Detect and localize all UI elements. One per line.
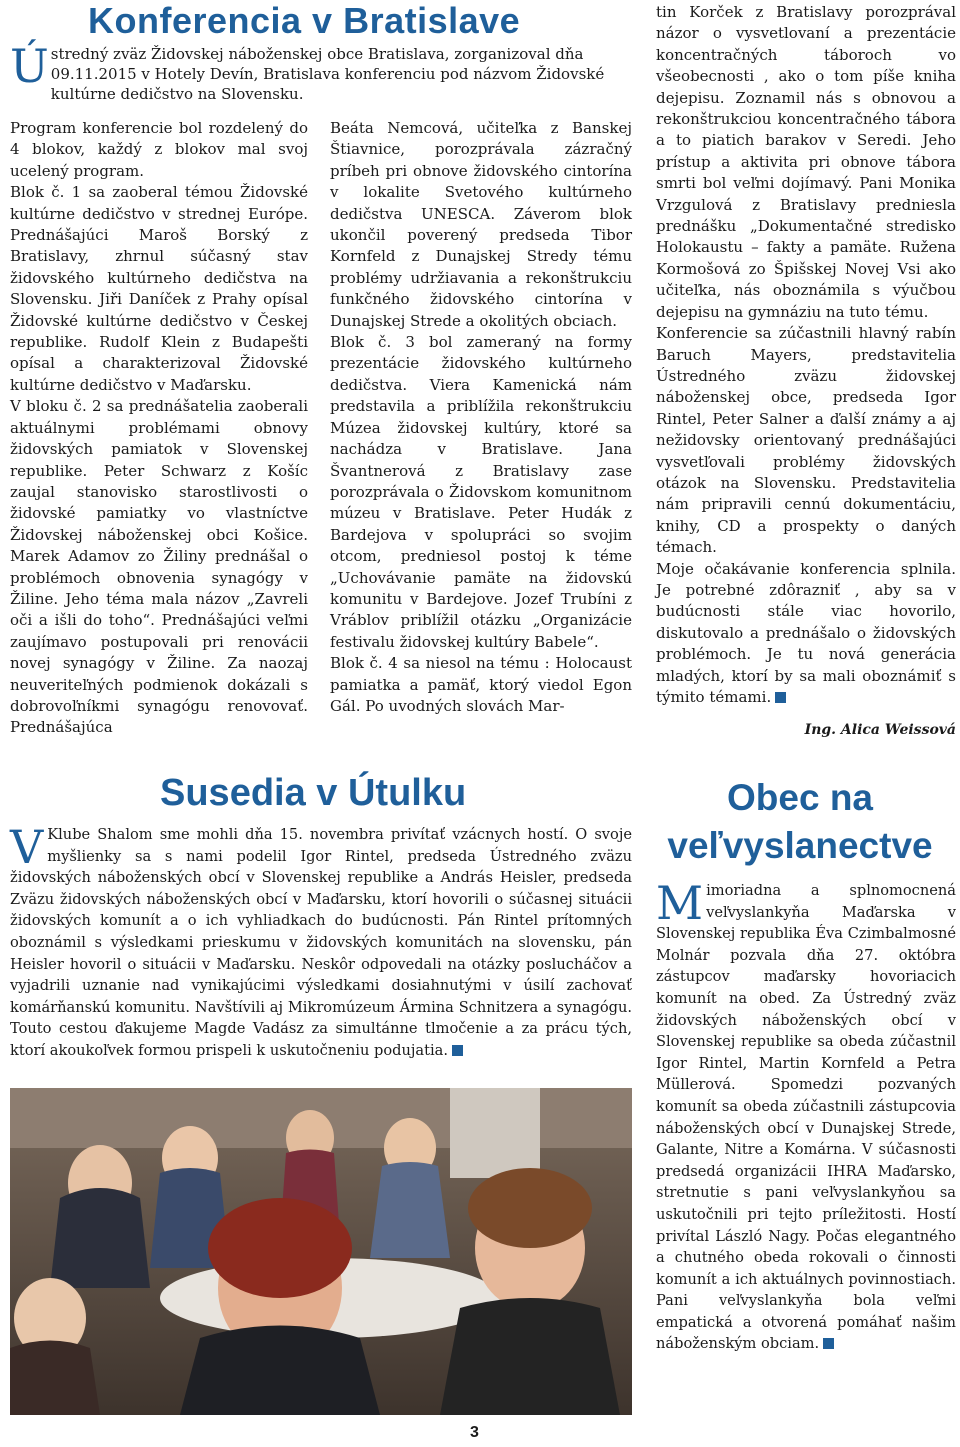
article-column-3 bbox=[656, 2, 956, 742]
article-column-2 bbox=[330, 118, 632, 717]
end-mark-icon bbox=[823, 1338, 834, 1349]
article-title-konferencia: Konferencia v Bratislave bbox=[88, 0, 521, 41]
body-text: Klube Shalom sme mohli dňa 15. novembra privítať vzácnych hostí. O svoje myšlienky sa s nami podelil Igor Rintel, predseda Ústredného zväzu židovských náboženských obcí v Slovenskej republike a András Heisler, predseda Zväzu židovských náboženských obcí v Maďarsku, ktorí hovorili o súčasnej situácii židovských komunít a o ich vyhliadkach do budúcnosti. Pán Rintel prítomných oboznámil s výsledkami prieskumu v židovských komunitách na slovensku, pán Heisler hovoril o situácii v Maďarsku. Neskôr odpovedali na otázky poslucháčov a vyjadrili uznanie nad vynikajúcimi výsledkami dosiahnutými v úsilí zachovať komárňanskú komunitu. Navštívili aj Mikromúzeum Ármina Schnitzera a synagógu. Touto cestou ďakujeme Magde Vadász za simultánne tlmočenie a za prácu tých, ktorí akoukoľvek formou prispeli k uskutočneniu podujatia. bbox=[10, 826, 632, 1059]
photo-illustration bbox=[10, 1088, 632, 1415]
title-line: veľvyslanectve bbox=[667, 825, 933, 866]
dropcap: M bbox=[656, 876, 704, 930]
lede-text: stredný zväz Židovskej náboženskej obce Bratislava, zorganizoval dňa 09.11.2015 v Hotely Devín, Bratislava konferenciu pod názvom Židovské kultúrne dedičstvo na Slovensku. bbox=[50, 45, 605, 103]
paragraph: Program konferencie bol rozdelený do 4 blokov, každý z blokov mal svoj ucelený program. bbox=[10, 119, 308, 180]
article-title-obec bbox=[640, 774, 960, 870]
body-text: imoriadna a splnomocnená veľvyslankyňa Maďarska v Slovenskej republika Éva Czimbalmosné Molnár pozvala dňa 27. októbra zástupcov maďarsky hovoriacich komunít na obed. Za Ústredný zväz židovských náboženských obcí v Slovenskej republike sa obeda zúčastnil Igor Rintel, Martin Kornfeld a Petra Müllerová. Spomedzi pozvaných komunít sa obeda zúčastnili zástupcovia náboženských obcí v Dunajskej Strede, Galante, Nitre a Komárna. V súčasnosti predsedá organizácii IHRA Maďarsko, stretnutie s pani veľvyslankyňou sa uskutočnili pri tejto príležitosti. Hostí privítal László Nagy. Počas elegantného a chutného obeda rokovali o činnosti komunít a ich aktuálnych povinnostiach. Pani veľvyslankyňa bola veľmi empatická a otvorená pomáhať našim náboženským obciam. bbox=[656, 882, 956, 1353]
dropcap: V bbox=[10, 820, 44, 874]
dropcap: Ú bbox=[10, 39, 49, 93]
paragraph: V bloku č. 2 sa prednášatelia zaoberali aktuálnymi problémami obnovy židovských pamiatok v Slovenskej republike. Peter Schwarz z Košíc zaujal stanovisko starostlivosti o židovské pamiatky vo vlastníctve Židovskej náboženskej obci Košice. Marek Adamov zo Žiliny prednášal o problémoch obnovenia synagógy v Žiline. Jeho téma mala názov „Zavreli oči a išli do toho“. Prednášajúci veľmi zaujímavo postupovali pri renovácii novej synagógy v Žiline. Za naozaj neuveriteľných podmienok dokázali s dobrovoľníkmi synagógu renovovať. Prednášajúca bbox=[10, 397, 308, 737]
article-column-1 bbox=[10, 118, 308, 739]
paragraph: Blok č. 4 sa niesol na tému : Holocaust pamiatka a pamäť, ktorý viedol Egon Gál. Po uvodných slovách Mar- bbox=[330, 654, 632, 715]
paragraph: Konferencie sa zúčastnili hlavný rabín Baruch Mayers, predstavitelia Ústredného zväzu židovskej náboženskej obce, predseda Igor Rintel, Peter Salner a ďalší známy a aj nežidovsky orientovaný prednášajúci vysvetľovali problémy židovských otázok na Slovensku. Predstavitelia nám pripravili cennú dokumentáciu, knihy, CD a prospekty o daných témach. bbox=[656, 324, 956, 557]
paragraph: Moje očakávanie konferencia splnila. Je potrebné zdôrazniť , aby sa v budúcnosti stále viac hovorilo, diskutovalo a prednášalo o židovských problémoch. Je tu nová generácia mladých, ktorí by sa mali oboznámiť s týmito témami. bbox=[656, 559, 956, 706]
paragraph: tin Korček z Bratislavy porozprával názor o vysvetlovaní a prezentácie koncentračných táboroch vo všeobecnosti , ako o tom píše kniha dejepisu. Zoznamil nás s obnovou a rekonštrukciou koncentračného tábora a to piatich barakov v Seredi. Jeho prístup a aktivita pri obnove tábora smrti bol veľmi dojímavý. Pani Monika Vrzgulová z Bratislavy predniesla prednášku „Dokumentačné stredisko Holokaustu – fakty a pamäte. Ružena Kormošová zo Špišskej Novej Vsi ako učiteľka, nás oboznámila s výučbou dejepisu na gymnáziu na tuto tému. bbox=[656, 3, 956, 321]
end-mark-icon bbox=[775, 692, 786, 703]
page-number: 3 bbox=[470, 1424, 479, 1441]
paragraph: Blok č. 3 bol zameraný na formy prezentácie židovského kultúrneho dedičstva. Viera Kamenická nám predstavila a priblížila rekonštrukciu Múzea židovskej kultúry, ktoré sa nachádza v Bratislave. Jana Švantnerová z Bratislavy zase porozprávala o Židovskom komunitnom múzeu v Bratislave. Peter Hudák z Bardejova v spolupráci so svojim otcom, predniesol postoj k téme „Uchovávanie pamäte na židovskú komunitu v Bardejove. Jozef Trubíni z Vráblov priblížil otázku „Organizácie festivalu židovskej kultúry Babele“. bbox=[330, 333, 632, 651]
author-signature: Ing. Alica Weissová bbox=[804, 722, 956, 739]
article-title-susedia: Susedia v Útulku bbox=[160, 772, 467, 814]
article-body-susedia bbox=[10, 820, 632, 1062]
paragraph: Beáta Nemcová, učiteľka z Banskej Štiavnice, porozprávala zázračný príbeh pri obnove židovského cintorína v lokalite Svetového kultúrneho dedičstva UNESCA. Záverom blok ukončil poverený predseda Tibor Kornfeld z Dunajskej Stredy tému problémy udržiavania a rekonštrukciu funkčného židovského cintorína v Dunajskej Strede a okolitých obciach. bbox=[330, 119, 632, 330]
event-photo bbox=[10, 1088, 632, 1415]
article-body-obec bbox=[656, 876, 956, 1355]
paragraph: Blok č. 1 sa zaoberal témou Židovské kultúrne dedičstvo v strednej Európe. Prednášajúci Maroš Borský z Bratislavy, zhrnul súčasný stav židovského kultúrneho dedičstva na Slovensku. Jiři Daníček z Prahy opísal Židovské kultúrne dedičstvo v Českej republike. Rudolf Klein z Budapešti opísal a charakterizoval Židovské kultúrne dedičstvo v Maďarsku. bbox=[10, 183, 308, 394]
title-line: Obec na bbox=[727, 777, 873, 818]
end-mark-icon bbox=[452, 1045, 463, 1056]
article-lede bbox=[10, 39, 636, 104]
